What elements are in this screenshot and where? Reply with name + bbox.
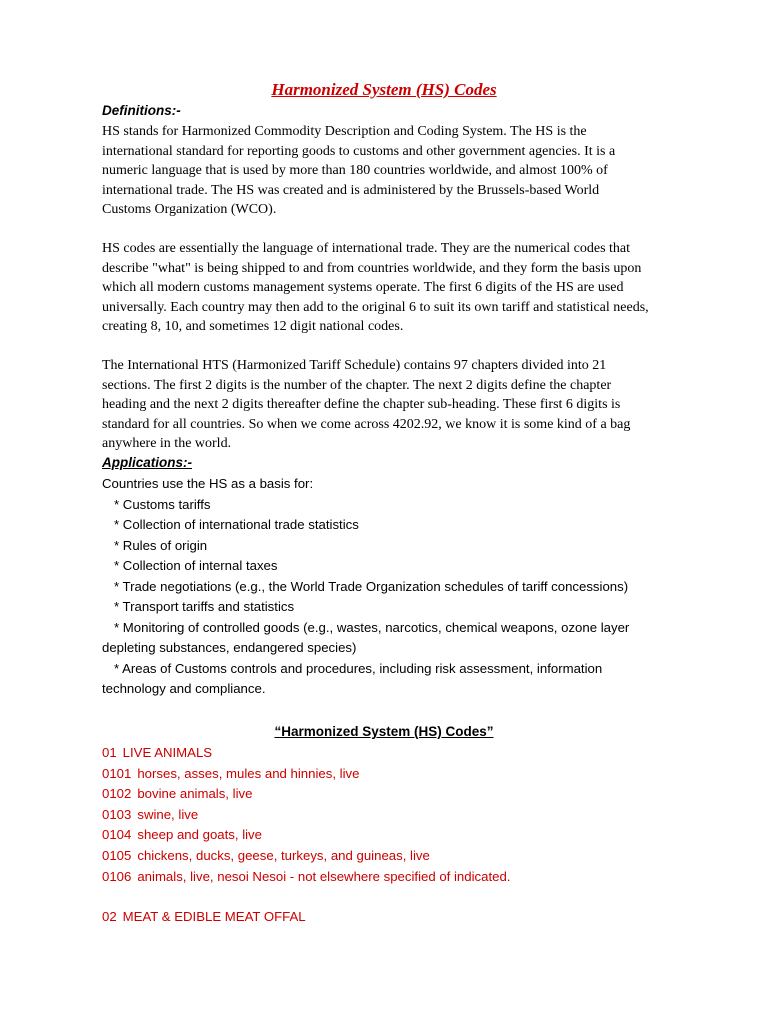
paragraph-line: describe "what" is being shipped to and from countries worldwide, and they form the basis upon bbox=[102, 260, 642, 276]
chapter-02-list bbox=[102, 907, 702, 928]
paragraph-line: international trade. The HS was created and is administered by the Brussels-based World bbox=[102, 182, 600, 198]
hs-description: chickens, ducks, geese, turkeys, and guineas, live bbox=[137, 847, 430, 863]
paragraph-line: which all modern customs management systems operate. The first 6 digits of the HS are used bbox=[102, 280, 624, 295]
list-item: * Collection of internal taxes bbox=[114, 558, 278, 573]
list-item: * Monitoring of controlled goods (e.g., wastes, narcotics, chemical weapons, ozone layer bbox=[114, 619, 630, 635]
paragraph-line: sections. The first 2 digits is the number of the chapter. The next 2 digits define the chapter bbox=[102, 377, 612, 393]
hs-code: 0101 bbox=[102, 765, 132, 781]
paragraph-line: creating 8, 10, and sometimes 12 digit national codes. bbox=[102, 319, 404, 334]
definition-paragraph-3 bbox=[102, 356, 672, 454]
list-item: * Rules of origin bbox=[114, 537, 208, 553]
chapter-code: 01 bbox=[102, 745, 117, 760]
definitions-heading: Definitions:- bbox=[102, 103, 181, 118]
definition-paragraph-2 bbox=[102, 239, 672, 337]
hs-code: 0103 bbox=[102, 806, 132, 822]
paragraph-line: international standard for reporting goods to customs and other government agencies. It is a bbox=[102, 143, 616, 159]
paragraph-line: heading and the next 2 digits thereafter define the chapter sub-heading. These first 6 digits is bbox=[102, 397, 621, 412]
hs-code: 0105 bbox=[102, 847, 132, 863]
code-row bbox=[102, 805, 702, 826]
applications-list bbox=[102, 474, 682, 700]
list-item: * Collection of international trade statistics bbox=[114, 517, 359, 532]
chapter-01-list bbox=[102, 743, 702, 887]
paragraph-line: standard for all countries. So when we come across 4202.92, we know it is some kind of a bag bbox=[102, 416, 631, 432]
hs-description: animals, live, nesoi Nesoi - not elsewhere specified of indicated. bbox=[137, 868, 511, 884]
paragraph-line: HS stands for Harmonized Commodity Description and Coding System. The HS is the bbox=[102, 124, 587, 139]
codes-section-title: “Harmonized System (HS) Codes” bbox=[274, 724, 494, 739]
chapter-label: LIVE ANIMALS bbox=[122, 745, 213, 760]
paragraph-line: numeric language that is used by more than 180 countries worldwide, and almost 100% of bbox=[102, 163, 608, 178]
paragraph-line: HS codes are essentially the language of international trade. They are the numerical codes that bbox=[102, 241, 631, 256]
paragraph-line: Customs Organization (WCO). bbox=[102, 202, 277, 217]
definition-paragraph-1 bbox=[102, 122, 672, 220]
list-item-continuation: technology and compliance. bbox=[102, 681, 266, 696]
document-title: Harmonized System (HS) Codes bbox=[271, 80, 497, 99]
hs-code: 0104 bbox=[102, 827, 132, 843]
list-item: * Customs tariffs bbox=[114, 496, 211, 512]
applications-heading: Applications:- bbox=[102, 455, 192, 470]
list-item-continuation: depleting substances, endangered species) bbox=[102, 640, 357, 655]
hs-description: bovine animals, live bbox=[137, 786, 253, 802]
hs-description: swine, live bbox=[137, 806, 199, 822]
code-row bbox=[102, 846, 702, 867]
code-row bbox=[102, 867, 702, 888]
hs-description: sheep and goats, live bbox=[137, 827, 262, 843]
paragraph-line: universally. Each country may then add to the original 6 to suit its own tariff and statistical needs, bbox=[102, 299, 649, 315]
list-item: * Transport tariffs and statistics bbox=[114, 599, 295, 614]
chapter-heading bbox=[102, 743, 702, 764]
code-row bbox=[102, 825, 702, 846]
chapter-code: 02 bbox=[102, 909, 117, 924]
hs-code: 0106 bbox=[102, 868, 132, 884]
chapter-label: MEAT & EDIBLE MEAT OFFAL bbox=[122, 909, 306, 924]
hs-description: horses, asses, mules and hinnies, live bbox=[137, 765, 360, 781]
hs-code: 0102 bbox=[102, 786, 132, 802]
paragraph-line: The International HTS (Harmonized Tariff Schedule) contains 97 chapters divided into 21 bbox=[102, 358, 607, 373]
chapter-heading bbox=[102, 907, 702, 928]
code-row bbox=[102, 784, 702, 805]
code-row bbox=[102, 764, 702, 785]
list-item: * Trade negotiations (e.g., the World Trade Organization schedules of tariff concessions) bbox=[114, 578, 629, 594]
list-item: * Areas of Customs controls and procedures, including risk assessment, information bbox=[114, 660, 603, 676]
applications-intro: Countries use the HS as a basis for: bbox=[102, 476, 314, 491]
paragraph-line: anywhere in the world. bbox=[102, 436, 232, 451]
